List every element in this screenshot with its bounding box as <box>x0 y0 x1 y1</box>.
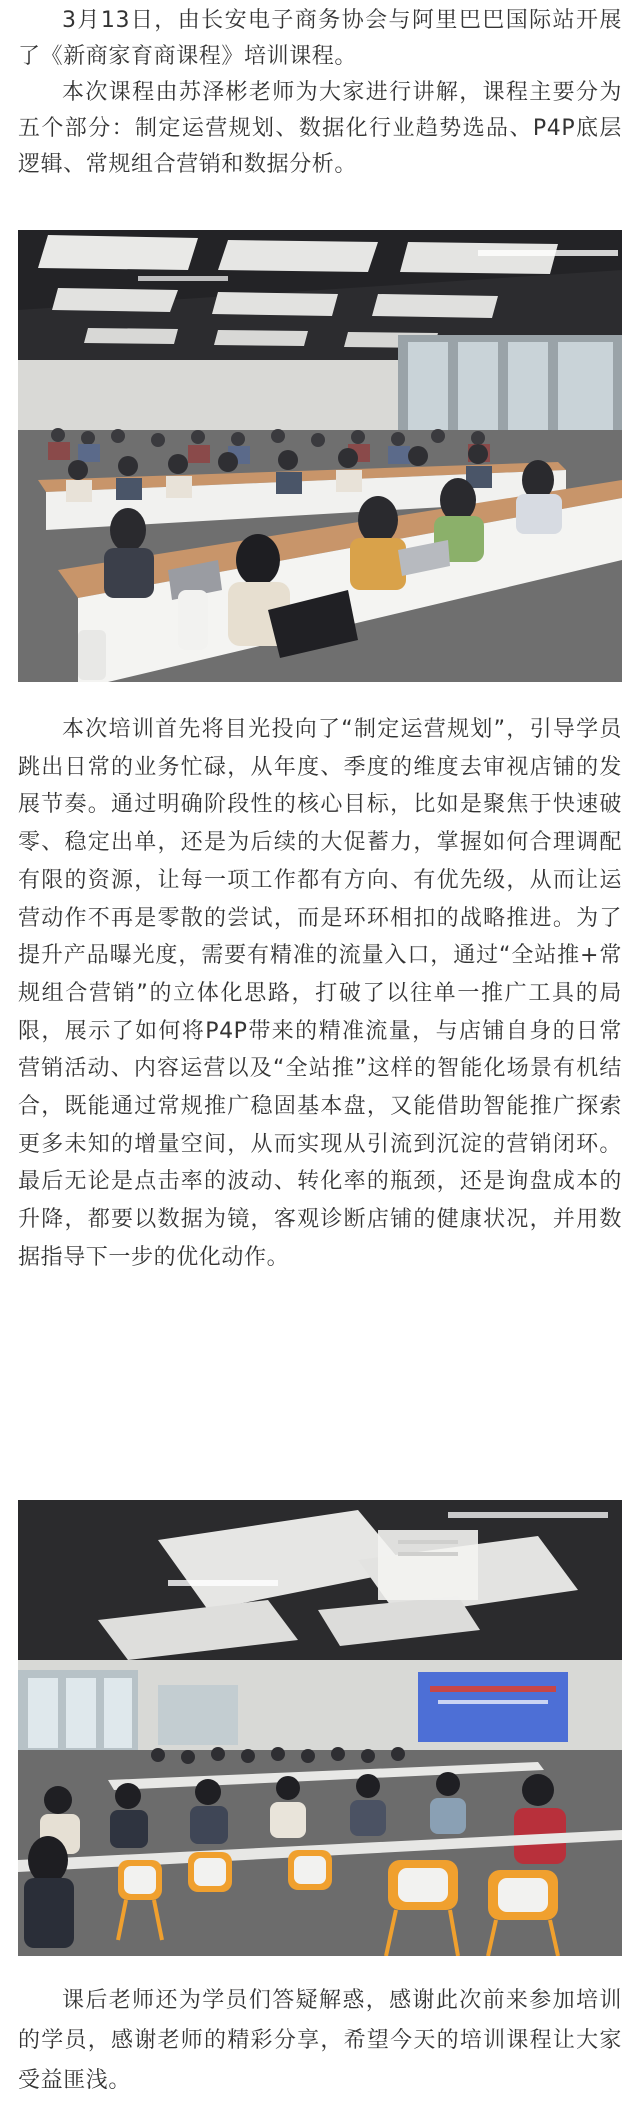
classroom-photo-students-at-desks <box>18 230 622 682</box>
classroom-photo-lecture-hall <box>18 1500 622 1956</box>
intro-paragraph: 3月13日，由长安电子商务协会与阿里巴巴国际站开展了《新商家育商课程》培训课程。 <box>18 8 622 69</box>
closing-paragraph: 课后老师还为学员们答疑解惑，感谢此次前来参加培训的学员，感谢老师的精彩分享，希望今天的培训课程让大家受益匪浅。 <box>18 1988 622 2093</box>
training-content-paragraph: 本次培训首先将目光投向了“制定运营规划”，引导学员跳出日常的业务忙碌，从年度、季度的维度去审视店铺的发展节奏。通过明确阶段性的核心目标，比如是聚焦于快速破零、稳定出单，还是为后续的大促蓄力，掌握如何合理调配有限的资源，让每一项工作都有方向、有优先级，从而让运营动作不再是零散的尝试，而是环环相扣的战略推进。为了提升产品曝光度，需要有精准的流量入口，通过“全站推+常规组合营销”的立体化思路，打破了以往单一推广工具的局限，展示了如何将P4P带来的精准流量，与店铺自身的日常营销活动、内容运营以及“全站推”这样的智能化场景有机结合，既能通过常规推广稳固基本盘，又能借助智能推广探索更多未知的增量空间，从而实现从引流到沉淀的营销闭环。最后无论是点击率的波动、转化率的瓶颈，还是询盘成本的升降，都要以数据为镜，客观诊断店铺的健康状况，并用数据指导下一步的优化动作。 <box>18 717 622 1270</box>
course-outline-paragraph: 本次课程由苏泽彬老师为大家进行讲解，课程主要分为五个部分：制定运营规划、数据化行业趋势选品、P4P底层逻辑、常规组合营销和数据分析。 <box>18 80 622 177</box>
